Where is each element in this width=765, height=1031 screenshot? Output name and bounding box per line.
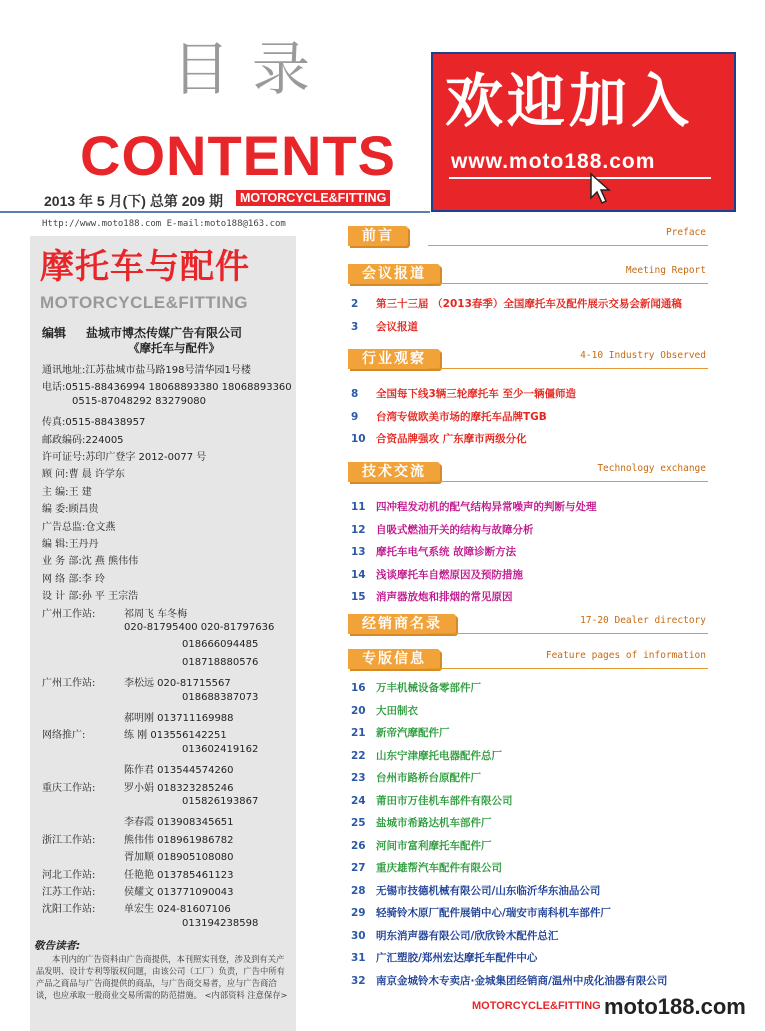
masthead-value: 0515-88436994 18068893380 18068893360 — [65, 382, 292, 394]
toc-item[interactable] — [351, 296, 682, 311]
welcome-underline — [449, 177, 711, 179]
section-header[interactable] — [348, 264, 708, 284]
masthead-value: 020-81795400 020-81797636 — [124, 622, 275, 633]
toc-title: 合资品牌强攻 广东摩市两级分化 — [376, 433, 527, 445]
masthead-key: 通讯地址: — [42, 365, 86, 376]
masthead-value: 013194238598 — [182, 917, 259, 929]
editor-sub: 《摩托车与配件》 — [128, 341, 220, 355]
masthead-row — [42, 378, 292, 393]
toc-item[interactable] — [351, 567, 523, 582]
masthead-row — [42, 744, 258, 755]
issue-badge: MOTORCYCLE&FITTING — [236, 190, 390, 206]
section-rule — [428, 368, 708, 369]
toc-title: 消声器放炮和排烟的常见原因 — [376, 591, 513, 603]
section-header[interactable] — [348, 462, 708, 482]
toc-item[interactable] — [351, 522, 534, 537]
masthead-value: 015826193867 — [182, 796, 259, 807]
toc-title: 新帝汽摩配件厂 — [376, 727, 450, 739]
masthead-row — [42, 709, 234, 724]
toc-page-number: 11 — [351, 501, 366, 513]
toc-item[interactable] — [351, 544, 516, 559]
masthead-value: 013602419162 — [182, 743, 259, 755]
masthead-value: 熊伟伟 018961986782 — [124, 834, 234, 846]
masthead-row — [42, 465, 125, 480]
masthead-value: 0515-88438957 — [65, 417, 146, 429]
masthead-key: 编 委: — [42, 504, 69, 516]
masthead-key: 许可证号: — [42, 452, 86, 463]
toc-page-number: 22 — [351, 749, 366, 762]
masthead-value: 王丹丹 — [68, 539, 99, 550]
toc-title: 南京金城铃木专卖店·金城集团经销商/温州中成化油器有限公司 — [376, 974, 668, 987]
section-header[interactable] — [348, 614, 708, 634]
toc-title: 台州市路桥台原配件厂 — [376, 772, 481, 784]
toc-title: 万丰机械设备零部件厂 — [376, 682, 481, 694]
contact-line: Http://www.moto188.com E-mail:moto188@163.com — [42, 219, 286, 229]
toc-item[interactable] — [351, 386, 576, 401]
masthead-row — [42, 883, 234, 898]
masthead-value: 018666094485 — [182, 639, 259, 651]
toc-item[interactable] — [351, 905, 611, 920]
masthead-row — [42, 587, 138, 602]
masthead-row — [42, 570, 105, 585]
toc-item[interactable] — [351, 319, 418, 334]
toc-title: 无锡市技德机械有限公司/山东临沂华东油品公司 — [376, 884, 601, 897]
masthead-key: 江苏工作站: — [42, 887, 96, 898]
section-title-en: 4-10 Industry Observed — [580, 350, 706, 361]
section-tab: 技术交流 — [348, 462, 440, 482]
toc-title: 自吸式燃油开关的结构与故障分析 — [376, 523, 534, 536]
toc-page-number: 10 — [351, 433, 366, 445]
toc-item[interactable] — [351, 770, 481, 785]
masthead-value: 孙 平 王宗浩 — [81, 591, 139, 603]
toc-title: 摩托车电气系统 故障诊断方法 — [376, 546, 517, 558]
toc-item[interactable] — [351, 409, 547, 424]
toc-page-number: 23 — [351, 772, 366, 784]
toc-page-number: 25 — [351, 817, 366, 829]
masthead-row — [42, 552, 138, 567]
toc-page-number: 9 — [351, 410, 359, 423]
masthead-value: 仓文燕 — [85, 521, 116, 533]
section-tab: 行业观察 — [348, 349, 440, 369]
notice-title: 敬告读者: — [34, 940, 81, 952]
masthead-row — [42, 900, 231, 915]
masthead-row — [42, 813, 234, 828]
page-title-en: CONTENTS — [80, 124, 396, 187]
masthead-key: 主 编: — [42, 486, 69, 498]
toc-item[interactable] — [351, 860, 502, 875]
toc-page-number: 29 — [351, 907, 366, 919]
masthead-key: 广州工作站: — [42, 608, 96, 620]
section-rule — [428, 633, 708, 634]
toc-item[interactable] — [351, 680, 481, 695]
section-tab: 前言 — [348, 226, 408, 246]
toc-page-number: 12 — [351, 523, 366, 536]
masthead-value: 顾昌贵 — [68, 504, 99, 516]
footer-badge: MOTORCYCLE&FITTING — [472, 1000, 601, 1012]
section-title-en: 17-20 Dealer directory — [580, 615, 706, 626]
toc-item[interactable] — [351, 950, 537, 965]
masthead-key: 设 计 部: — [42, 591, 82, 603]
masthead-value: 侯耀文 013771090043 — [124, 887, 234, 898]
section-rule — [428, 245, 708, 246]
section-tab: 专版信息 — [348, 649, 440, 669]
toc-title: 轻骑铃木原厂配件展销中心/瑞安市南科机车部件厂 — [376, 907, 611, 919]
toc-page-number: 31 — [351, 952, 366, 964]
section-header[interactable] — [348, 649, 708, 669]
toc-item[interactable] — [351, 793, 513, 808]
toc-page-number: 16 — [351, 682, 366, 694]
toc-title: 重庆雄帮汽车配件有限公司 — [376, 862, 502, 874]
section-header[interactable] — [348, 349, 708, 369]
masthead-row — [42, 779, 234, 794]
toc-page-number: 30 — [351, 929, 366, 942]
page-title-cn: 目录 — [172, 35, 333, 103]
toc-page-number: 21 — [351, 727, 366, 739]
masthead-row — [42, 413, 145, 428]
masthead-value: 郝明刚 013711169988 — [124, 713, 234, 724]
masthead-row — [42, 831, 234, 846]
toc-page-number: 28 — [351, 884, 366, 897]
section-rule — [428, 283, 708, 284]
cursor-icon — [589, 172, 613, 206]
toc-title: 河间市富利摩托车配件厂 — [376, 839, 492, 852]
toc-page-number: 27 — [351, 862, 366, 874]
masthead-row — [42, 796, 258, 807]
toc-item[interactable] — [351, 748, 502, 763]
masthead-key: 网络推广: — [42, 730, 86, 742]
toc-title: 会议报道 — [376, 320, 418, 333]
editor-name: 盐城市博杰传媒广告有限公司 — [86, 326, 243, 340]
toc-page-number: 14 — [351, 568, 366, 581]
masthead-value: 李 玲 — [81, 573, 105, 585]
masthead-row — [42, 692, 258, 703]
masthead-key: 邮政编码: — [42, 434, 86, 446]
masthead-key: 传真: — [42, 417, 66, 429]
magazine-logo-en: MOTORCYCLE&FITTING — [40, 293, 248, 312]
masthead-key: 网 络 部: — [42, 573, 82, 585]
masthead-row — [42, 639, 258, 650]
masthead-row — [42, 622, 274, 633]
masthead-value: 练 刚 013556142251 — [124, 730, 227, 742]
masthead-row — [42, 518, 115, 533]
toc-item[interactable] — [351, 838, 492, 853]
toc-page-number: 20 — [351, 704, 366, 717]
masthead-value: 沈 燕 熊伟伟 — [81, 556, 139, 568]
masthead-row — [42, 761, 234, 776]
masthead-row — [42, 500, 99, 515]
footer-url[interactable]: moto188.com — [604, 994, 746, 1019]
masthead-value: 224005 — [85, 434, 124, 446]
toc-item[interactable] — [351, 815, 492, 830]
masthead-key: 沈阳工作站: — [42, 904, 96, 916]
section-tab: 会议报道 — [348, 264, 440, 284]
masthead-row — [42, 866, 234, 881]
toc-page-number: 3 — [351, 320, 359, 333]
toc-title: 台湾专做欧美市场的摩托车品牌TGB — [376, 410, 547, 423]
welcome-url[interactable]: www.moto188.com — [451, 150, 656, 173]
masthead-key: 编 辑: — [42, 539, 69, 550]
masthead-value: 018688387073 — [182, 691, 259, 703]
masthead-key: 重庆工作站: — [42, 782, 96, 794]
masthead-row — [42, 396, 206, 407]
masthead-row — [42, 448, 206, 463]
masthead-row — [42, 657, 258, 668]
toc-item[interactable] — [351, 725, 450, 740]
masthead-row — [42, 918, 258, 929]
section-rule — [428, 481, 708, 482]
section-title-en: Technology exchange — [597, 463, 706, 474]
toc-item[interactable] — [351, 973, 667, 988]
masthead-key: 顾 问: — [42, 469, 69, 481]
masthead-row — [42, 431, 124, 446]
masthead-key: 河北工作站: — [42, 869, 96, 881]
masthead-value: 0515-87048292 83279080 — [72, 395, 207, 407]
toc-item[interactable] — [351, 431, 527, 446]
section-rule — [428, 668, 708, 669]
masthead-key: 浙江工作站: — [42, 834, 96, 846]
section-title-en: Feature pages of information — [545, 650, 706, 661]
masthead-value: 任艳艳 013785461123 — [124, 869, 234, 881]
toc-page-number: 24 — [351, 794, 366, 807]
toc-title: 大田制衣 — [376, 704, 418, 717]
toc-page-number: 15 — [351, 591, 366, 603]
toc-page-number: 26 — [351, 839, 366, 852]
masthead-row — [42, 674, 231, 689]
toc-page-number: 32 — [351, 974, 366, 987]
masthead-value: 李松远 020-81715567 — [124, 678, 231, 690]
welcome-title: 欢迎加入 — [445, 67, 694, 135]
masthead-row — [42, 483, 92, 498]
masthead-key: 广州工作站: — [42, 678, 96, 690]
masthead-value: 李春霞 013908345651 — [124, 817, 234, 829]
masthead-value: 018718880576 — [182, 656, 259, 668]
masthead-value: 苏印广登字 2012-0077 号 — [85, 452, 207, 463]
masthead-value: 陈作君 013544574260 — [124, 765, 234, 777]
issue-info: 2013 年 5 月(下) 总第 209 期 — [44, 193, 223, 209]
toc-item[interactable] — [351, 883, 600, 898]
toc-title: 浅谈摩托车自燃原因及预防措施 — [376, 568, 523, 581]
masthead-key: 广告总监: — [42, 521, 86, 533]
masthead-key: 电话: — [42, 382, 66, 394]
masthead-row — [42, 605, 187, 620]
toc-item[interactable] — [351, 589, 513, 604]
masthead-value: 胥加顺 018905108080 — [124, 852, 234, 864]
toc-title: 盐城市希路达机车部件厂 — [376, 817, 492, 829]
masthead-value: 曹 晨 许学东 — [68, 469, 125, 481]
section-title-en: Meeting Report — [625, 265, 706, 276]
toc-page-number: 13 — [351, 546, 366, 558]
toc-item[interactable] — [351, 703, 418, 718]
toc-page-number: 2 — [351, 298, 359, 310]
toc-title: 全国每下线3辆三轮摩托车 至少一辆僵师造 — [376, 388, 576, 400]
masthead-value: 江苏盐城市盐马路198号清华园1号楼 — [85, 365, 251, 376]
toc-item[interactable] — [351, 928, 558, 943]
masthead-row — [42, 361, 251, 376]
section-title-en: Preface — [665, 227, 706, 238]
section-tab: 经销商名录 — [348, 614, 456, 634]
section-header[interactable] — [348, 226, 708, 246]
toc-title: 明东消声器有限公司/欣欣铃木配件总汇 — [376, 929, 559, 942]
header-divider — [0, 211, 430, 213]
masthead-row — [42, 848, 234, 863]
masthead-value: 单宏生 024-81607106 — [124, 904, 231, 916]
toc-title: 第三十三届 （2013春季）全国摩托车及配件展示交易会新闻通稿 — [376, 298, 682, 310]
toc-title: 莆田市万佳机车部件有限公司 — [376, 794, 513, 807]
toc-title: 四冲程发动机的配气结构异常噪声的判断与处理 — [376, 501, 597, 513]
toc-title: 广汇塑胶/郑州宏达摩托车配件中心 — [376, 952, 538, 964]
notice-body: 本刊内的广告资料由广告商提供，本刊照实刊登，涉及到有关产品发明、设计专利等版权问题，由该公司（工厂）负责，广告中所有产品之商品与广告商提供的商品，与广告商交易者，应与广告商洽谈，也应承取一般商业交易所需的防范措施。 <内部资料 注意保存> — [36, 954, 288, 1000]
welcome-banner[interactable] — [431, 52, 736, 212]
masthead-value: 王 建 — [68, 486, 92, 498]
masthead-row — [42, 535, 99, 550]
toc-item[interactable] — [351, 499, 597, 514]
masthead-key: 业 务 部: — [42, 556, 82, 568]
editor-label: 编辑 — [42, 326, 67, 340]
masthead-row — [42, 726, 227, 741]
toc-page-number: 8 — [351, 388, 359, 400]
masthead-value: 祁周飞 车冬梅 — [124, 608, 188, 620]
toc-title: 山东宁津摩托电器配件总厂 — [376, 749, 502, 762]
masthead-value: 罗小娟 018323285246 — [124, 782, 234, 794]
magazine-logo: 摩托车与配件 — [40, 247, 250, 287]
